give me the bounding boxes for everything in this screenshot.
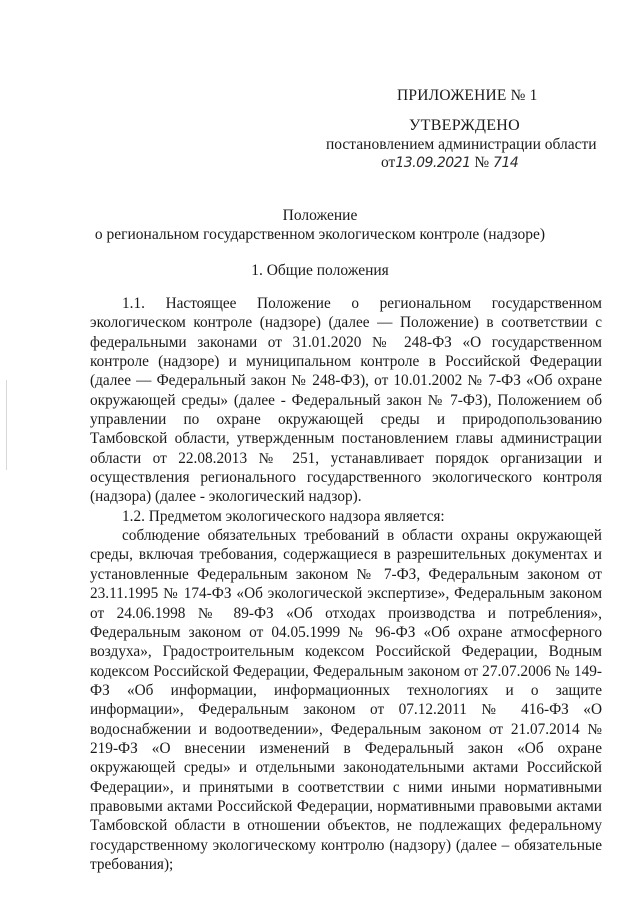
document-title: Положение (282, 207, 358, 224)
document-subtitle: о региональном государственном экологическом контроле (надзоре) (94, 226, 546, 243)
paragraph-requirements: соблюдение обязательных требований в области охраны окружающей среды, включая требования, содержащиеся в разрешительных документах и установленные Федеральным законом № 7-ФЗ, Федеральным законом от 23.11.1995 № 174-ФЗ «Об экологической экспертизе», Федеральным законом от 24.06.1998 № 89-ФЗ «Об отходах производства и потребления», Федеральным законом от 04.05.1999 № 96-ФЗ «Об охране атмосферного воздуха», Градостроительным кодексом Российской Федерации, Водным кодексом Российской Федерации, Федеральным законом от 27.07.2006 № 149-ФЗ «Об информации, информационных технологиях и о защите информации», Федеральным законом от 07.12.2011 № 416-ФЗ «О водоснабжении и водоотведении», Федеральным законом от 21.07.2014 № 219-ФЗ «О внесении изменений в Федеральный закон «Об охране окружающей среды» и отдельными законодательными актами Российской Федерации», и принятыми в соответствии с ними иными нормативными правовыми актами Российской Федерации, нормативными правовыми актами Тамбовской области в отношении объектов, не подлежащих федеральному государственному экологическому контролю (надзору) (далее – обязательные требования); (90, 527, 602, 873)
appendix-label: ПРИЛОЖЕНИЕ № 1 (397, 87, 538, 104)
number-prefix: № (474, 154, 490, 171)
handwritten-number: 714 (493, 155, 519, 171)
section-heading: 1. Общие положения (251, 262, 389, 279)
date-prefix: от (381, 154, 396, 171)
approved-label: УТВЕРЖДЕНО (409, 117, 521, 134)
scan-margin-mark (6, 380, 7, 470)
handwritten-date: 13.09.2021 (395, 155, 471, 171)
date-number-line (381, 154, 621, 172)
paragraph-1-1: 1.1. Настоящее Положение о региональном государственном экологическом контроле (надзоре) (далее — Положение) в соответствии с федеральными законами от 31.01.2020 № 248-ФЗ «О государственном контроле (надзоре) и муниципальном контроле в Российской Федерации (далее — Федеральный закон № 248-ФЗ), от 10.01.2002 № 7-ФЗ «Об охране окружающей среды» (далее - Федеральный закон № 7-ФЗ), Положением об управлении по охране окружающей среды и природопользованию Тамбовской области, утвержденным постановлением главы администрации области от 22.08.2013 № 251, устанавливает порядок организации и осуществления регионального государственного экологического контроля (надзора) (далее - экологический надзор). (90, 295, 602, 506)
paragraph-1-2: 1.2. Предметом экологического надзора является: (122, 507, 445, 525)
decree-line: постановлением администрации области (326, 136, 597, 153)
section-body (90, 294, 602, 874)
